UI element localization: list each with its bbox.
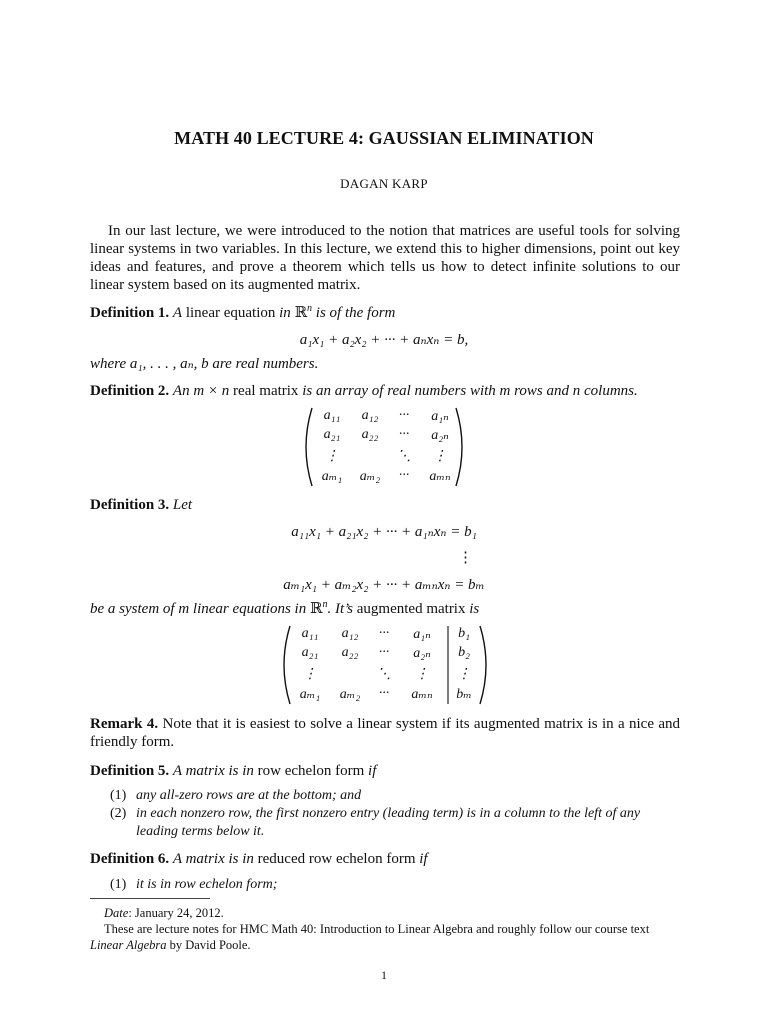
matrix-entry: a₁₂ (361, 408, 379, 423)
book-title: Linear Algebra (90, 938, 167, 952)
matrix-entry: ··· (398, 468, 410, 483)
matrix-entry: b₂ (458, 645, 470, 660)
remark-4: Remark 4. Note that it is easiest to solve a linear system if its augmented matrix is in a nice and friendly form. (90, 716, 681, 750)
definition-label: Definition 2. (90, 383, 170, 399)
matrix-entry: ⋮ (457, 667, 471, 682)
matrix-entry: a₂₂ (361, 427, 379, 442)
defined-term: real matrix (233, 383, 299, 399)
matrix-entry: a₁ₙ (431, 409, 449, 424)
matrix-entry: ··· (398, 408, 410, 423)
page-number: 1 (381, 968, 387, 982)
matrix-entry: ⋮ (433, 449, 447, 464)
definition-5-list: (1) any all-zero rows are at the bottom; and (2) in each nonzero row, the first nonzero entry (leading term) is in a column to the left of any leading terms below it. (110, 788, 641, 839)
definition-3: Definition 3. Let (90, 497, 193, 513)
footnote-date: Date: January 24, 2012. (104, 906, 224, 920)
augmented-matrix-display (280, 624, 490, 706)
definition-2: Definition 2. An m × n real matrix is an array of real numbers with m rows and n columns. (90, 383, 638, 399)
definition-3-continued: be a system of m linear equations in ℝ$^n$. It’s augmented matrix is (90, 599, 480, 617)
definition-6-list: (1) it is in row echelon form; (110, 877, 278, 892)
matrix-entry: aₘ₁ (321, 469, 343, 484)
defined-term: augmented matrix (356, 601, 466, 617)
footnote-note: These are lecture notes for HMC Math 40: Introduction to Linear Algebra and roughly follow our course text Linear Algebra by David Poole. (90, 922, 650, 952)
matrix-entry: a₂₂ (341, 645, 359, 660)
defined-term: reduced row echelon form (257, 851, 416, 867)
definition-label: Definition 6. (90, 851, 170, 867)
definition-1: Definition 1. A linear equation in ℝ$^n$ is of the form (90, 303, 396, 321)
definition-label: Definition 1. (90, 305, 170, 321)
definition-label: Definition 3. (90, 497, 170, 513)
system-equation-1: a₁₁x₁ + a₂₁x₂ + ··· + a₁ₙxₙ = b₁ (291, 524, 477, 540)
matrix-entry: a₁ₙ (413, 627, 431, 642)
matrix-entry: b₁ (458, 626, 470, 641)
intro-paragraph: In our last lecture, we were introduced to the notion that matrices are useful tools for solving linear systems in two variables. In this lecture, we extend this to higher dimensions, point out key ideas and features, and prove a theorem which tells us how to detect infinite solutions to our linear system based on its augmented matrix. (90, 223, 680, 293)
matrix-entry: ··· (398, 427, 410, 442)
matrix-entry: a₂₁ (323, 427, 341, 442)
real-space-symbol: ℝ (294, 305, 308, 321)
matrix-entry: a₂ₙ (431, 428, 449, 443)
footnote-rule (90, 898, 210, 899)
matrix-entry: a₁₁ (323, 408, 341, 423)
matrix-entry: ⋮ (325, 449, 339, 464)
matrix-entry: ⋱ (377, 667, 391, 682)
definition-1-where: where a₁, . . . , aₙ, b are real numbers. (90, 356, 319, 372)
matrix-entry: ··· (378, 626, 390, 641)
definition-label: Definition 5. (90, 763, 170, 779)
matrix-entry: aₘ₂ (339, 687, 361, 702)
author-name: DAGAN KARP (340, 176, 428, 191)
matrix-entry: a₁₁ (301, 626, 319, 641)
matrix-entry: ⋱ (397, 449, 411, 464)
matrix-entry: a₂ₙ (413, 646, 431, 661)
definition-6: Definition 6. A matrix is in reduced row echelon form if (90, 851, 428, 867)
system-equation-m: aₘ₁x₁ + aₘ₂x₂ + ··· + aₘₙxₙ = bₘ (283, 577, 485, 593)
matrix-entry: a₂₁ (301, 645, 319, 660)
linear-equation: a₁x₁ + a₂x₂ + ··· + aₙxₙ = b, (299, 332, 469, 348)
matrix-entry: aₘₙ (411, 687, 433, 702)
matrix-entry: ··· (378, 645, 390, 660)
remark-label: Remark 4. (90, 716, 159, 732)
matrix-entry: a₁₂ (341, 626, 359, 641)
real-space-symbol: ℝ (309, 601, 323, 617)
matrix-entry: aₘₙ (429, 469, 451, 484)
matrix-entry: aₘ₂ (359, 469, 381, 484)
matrix-entry: ··· (378, 686, 390, 701)
matrix-entry: bₘ (456, 687, 472, 702)
defined-term: linear equation (185, 305, 276, 321)
system-vdots: ⋮ (458, 550, 473, 566)
matrix-entry: ⋮ (303, 667, 317, 682)
matrix-entry: ⋮ (415, 667, 429, 682)
defined-term: row echelon form (257, 763, 365, 779)
definition-5: Definition 5. A matrix is in row echelon form if (90, 763, 377, 779)
page-title: MATH 40 LECTURE 4: GAUSSIAN ELIMINATION (174, 128, 594, 148)
matrix-entry: aₘ₁ (299, 687, 321, 702)
matrix-display (302, 406, 466, 488)
